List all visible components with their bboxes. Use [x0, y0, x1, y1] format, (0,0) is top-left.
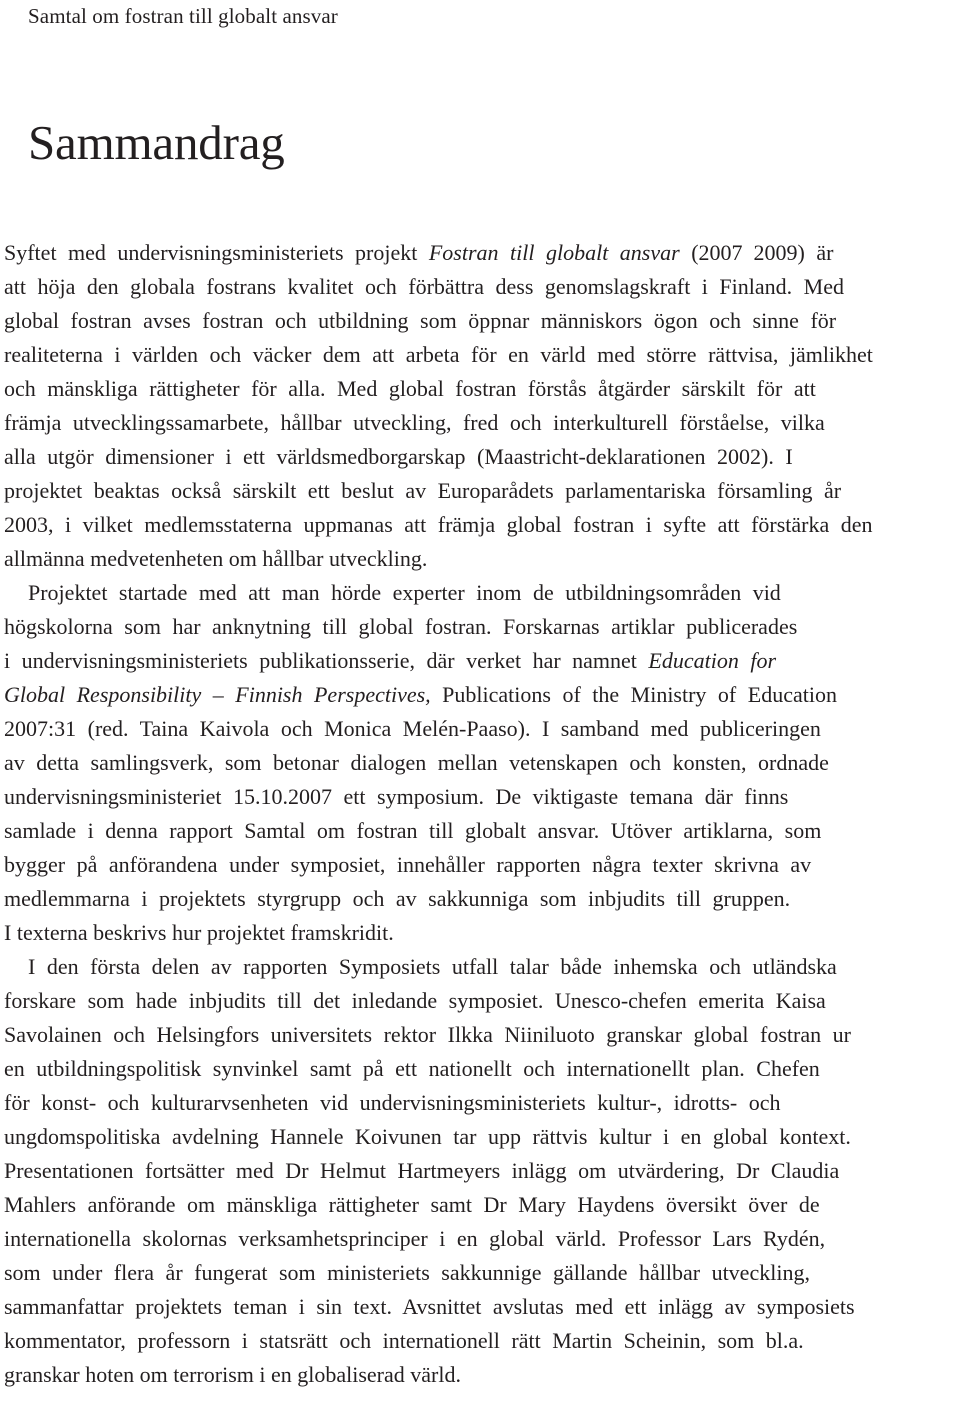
text-segment: högskolorna som har anknytning till global fostran. Forskarnas artiklar publicerades	[4, 614, 798, 639]
text-line	[4, 1188, 956, 1222]
text-segment: global fostran avses fostran och utbildning som öppnar människors ögon och sinne för	[4, 308, 837, 333]
text-segment: bygger på anförandena under symposiet, innehåller rapporten några texter skrivna av	[4, 852, 812, 877]
text-line	[4, 508, 956, 542]
text-segment: ungdomspolitiska avdelning Hannele Koivunen tar upp rättvis kultur i en global kontext.	[4, 1124, 851, 1149]
italic-text-segment: Global Responsibility – Finnish Perspectives,	[4, 682, 431, 707]
text-segment: I texterna beskrivs hur projektet framskridit.	[4, 920, 394, 945]
text-line	[4, 440, 956, 474]
text-line	[4, 1154, 956, 1188]
text-line	[4, 1358, 956, 1392]
text-line	[4, 916, 956, 950]
text-line	[4, 814, 956, 848]
text-line	[4, 1052, 956, 1086]
text-line	[4, 780, 956, 814]
text-segment: Presentationen fortsätter med Dr Helmut Hartmeyers inlägg om utvärdering, Dr Claudia	[4, 1158, 840, 1183]
text-segment: I den första delen av rapporten Symposiets utfall talar både inhemska och utländska	[28, 954, 837, 979]
text-line	[4, 338, 956, 372]
text-line	[4, 1120, 956, 1154]
text-line	[4, 236, 956, 270]
text-segment: Projektet startade med att man hörde experter inom de utbildningsområden vid	[28, 580, 781, 605]
text-segment: granskar hoten om terrorism i en globaliserad värld.	[4, 1362, 461, 1387]
text-line	[4, 712, 956, 746]
running-header: Samtal om fostran till globalt ansvar	[28, 4, 338, 28]
text-segment: som under flera år fungerat som ministeriets sakkunnige gällande hållbar utveckling,	[4, 1260, 810, 1285]
text-segment: Publications of the Ministry of Education	[430, 682, 837, 707]
text-line	[4, 746, 956, 780]
text-segment: samlade i denna rapport Samtal om fostran till globalt ansvar. Utöver artiklarna, som	[4, 818, 822, 843]
text-line	[28, 950, 956, 984]
text-line	[4, 678, 956, 712]
text-segment: medlemmarna i projektets styrgrupp och av sakkunniga som inbjudits till gruppen.	[4, 886, 791, 911]
text-segment: projektet beaktas också särskilt ett beslut av Europarådets parlamentariska församling år	[4, 478, 842, 503]
text-line	[28, 576, 956, 610]
text-segment: (2007 2009) är	[679, 240, 834, 265]
text-segment: en utbildningspolitisk synvinkel samt på ett nationellt och internationellt plan. Chefen	[4, 1056, 820, 1081]
text-line	[4, 1018, 956, 1052]
text-line	[4, 984, 956, 1018]
text-segment: för konst- och kulturarvsenheten vid undervisningsministeriets kultur-, idrotts- och	[4, 1090, 781, 1115]
text-segment: Savolainen och Helsingfors universitets rektor Ilkka Niiniluoto granskar global fostran ur	[4, 1022, 851, 1047]
text-line	[4, 644, 956, 678]
text-line	[4, 542, 956, 576]
text-line	[4, 848, 956, 882]
text-line	[4, 304, 956, 338]
page-title: Sammandrag	[28, 115, 285, 170]
text-line	[4, 1222, 956, 1256]
text-segment: 2007:31 (red. Taina Kaivola och Monica Melén-Paaso). I samband med publiceringen	[4, 716, 821, 741]
text-segment: av detta samlingsverk, som betonar dialogen mellan vetenskapen och konsten, ordnade	[4, 750, 829, 775]
text-segment: forskare som hade inbjudits till det inledande symposiet. Unesco-chefen emerita Kaisa	[4, 988, 826, 1013]
text-line	[4, 406, 956, 440]
text-line	[4, 610, 956, 644]
text-segment: realiteterna i världen och väcker dem att arbeta för en värld med större rättvisa, jämlikhet	[4, 342, 873, 367]
text-segment: Syftet med undervisningsministeriets projekt	[4, 240, 429, 265]
text-line	[4, 474, 956, 508]
text-segment: internationella skolornas verksamhetsprinciper i en global värld. Professor Lars Rydén,	[4, 1226, 826, 1251]
text-segment: undervisningsministeriet 15.10.2007 ett symposium. De viktigaste temana där finns	[4, 784, 789, 809]
text-segment: främja utvecklingssamarbete, hållbar utveckling, fred och interkulturell förståelse, vilka	[4, 410, 825, 435]
text-segment: och mänskliga rättigheter för alla. Med global fostran förstås åtgärder särskilt för att	[4, 376, 816, 401]
text-segment: att höja den globala fostrans kvalitet och förbättra dess genomslagskraft i Finland. Med	[4, 274, 844, 299]
text-line	[4, 882, 956, 916]
text-segment: i undervisningsministeriets publikationsserie, där verket har namnet	[4, 648, 649, 673]
text-segment: 2003, i vilket medlemsstaterna uppmanas att främja global fostran i syfte att förstärka den	[4, 512, 873, 537]
text-line	[4, 1290, 956, 1324]
text-line	[4, 372, 956, 406]
text-line	[4, 1086, 956, 1120]
text-segment: kommentator, professorn i statsrätt och internationell rätt Martin Scheinin, som bl.a.	[4, 1328, 804, 1353]
text-segment: allmänna medvetenheten om hållbar utveckling.	[4, 546, 428, 571]
text-segment: sammanfattar projektets teman i sin text. Avsnittet avslutas med ett inlägg av symposiets	[4, 1294, 855, 1319]
text-segment: alla utgör dimensioner i ett världsmedborgarskap (Maastricht-deklarationen 2002). I	[4, 444, 793, 469]
text-line	[4, 1256, 956, 1290]
italic-text-segment: Education for	[648, 648, 777, 673]
text-line	[4, 1324, 956, 1358]
text-line	[4, 270, 956, 304]
text-segment: Mahlers anförande om mänskliga rättigheter samt Dr Mary Haydens översikt över de	[4, 1192, 820, 1217]
italic-text-segment: Fostran till globalt ansvar	[428, 240, 680, 265]
